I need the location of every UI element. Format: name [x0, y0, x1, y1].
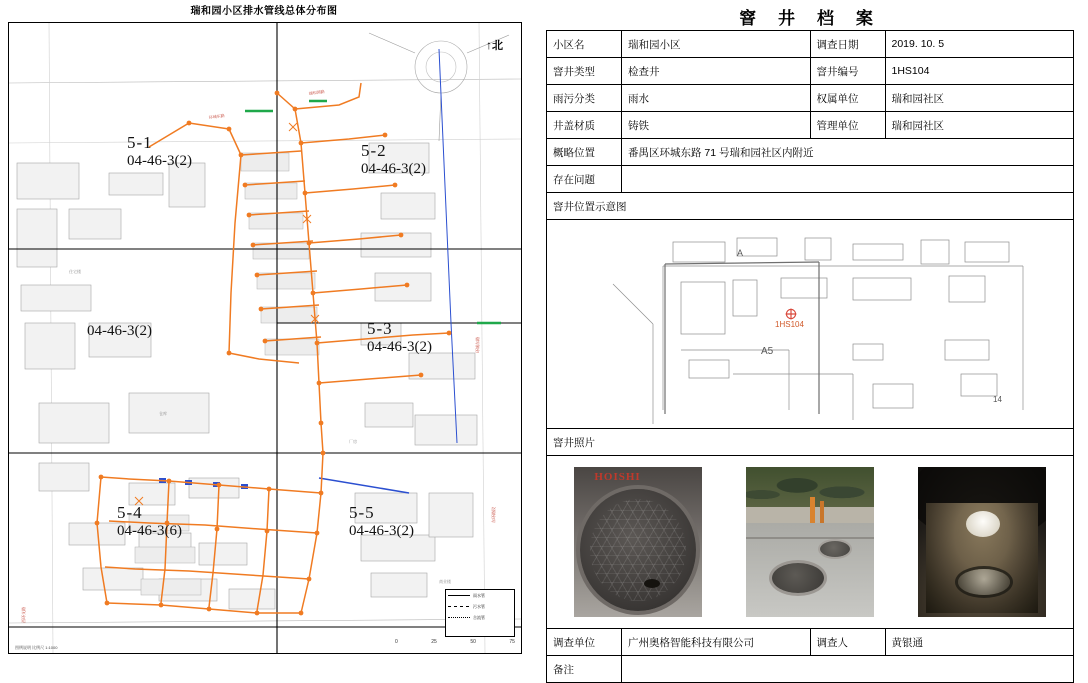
table-row — [547, 139, 1074, 166]
grid-id: 5-2 — [361, 141, 387, 160]
grid-code: 04-46-3(2) — [349, 523, 414, 539]
table-row — [547, 220, 1074, 429]
photo-slot-3[interactable] — [896, 460, 1067, 624]
svg-text:商业楼: 商业楼 — [439, 579, 451, 584]
grid-code: 04-46-3(2) — [87, 323, 152, 339]
sketch-cell[interactable] — [547, 220, 1074, 429]
svg-text:环城东路: 环城东路 — [208, 112, 225, 120]
field-value-well-type[interactable]: 检查井 — [622, 58, 811, 85]
field-label-remark: 备注 — [547, 656, 622, 683]
map-title: 瑞和园小区排水管线总体分布图 — [190, 6, 338, 17]
field-value-remark[interactable] — [622, 656, 1074, 683]
photo-street-view — [746, 467, 874, 617]
map-panel — [0, 0, 528, 664]
table-row — [547, 31, 1074, 58]
legend-row — [446, 601, 514, 612]
legend-symbol-dashed — [448, 606, 470, 607]
field-value-drain-class[interactable]: 雨水 — [622, 85, 811, 112]
svg-text:住宅楼: 住宅楼 — [69, 269, 81, 274]
field-value-community[interactable]: 瑞和园小区 — [622, 31, 811, 58]
field-value-owner-unit[interactable]: 瑞和园社区 — [885, 85, 1074, 112]
vignette — [918, 467, 1046, 617]
grid-code: 04-46-3(6) — [117, 523, 182, 539]
map-frame[interactable] — [8, 22, 522, 654]
north-label: 北 — [492, 40, 503, 52]
legend-label: 合流管 — [473, 614, 485, 620]
grid-label-left-middle — [87, 323, 152, 340]
svg-text:西环支路: 西环支路 — [21, 607, 26, 623]
table-row — [547, 656, 1074, 683]
grid-code: 04-46-3(2) — [361, 161, 426, 177]
svg-text:瑞和园路: 瑞和园路 — [308, 88, 325, 96]
photo-slot-1[interactable] — [553, 460, 725, 624]
legend-label: 雨水管 — [473, 592, 485, 598]
photo-brand-text: HOISHI — [594, 471, 641, 483]
field-label-well-type: 窨井类型 — [547, 58, 622, 85]
field-label-problem: 存在问题 — [547, 166, 622, 193]
photo-manhole-cover — [574, 467, 702, 617]
well-marker-label: 1HS104 — [775, 320, 804, 329]
grid-code: 04-46-3(2) — [367, 339, 432, 355]
scale-tick: 75 — [509, 639, 515, 645]
field-label-community: 小区名 — [547, 31, 622, 58]
field-value-cover-material[interactable]: 铸铁 — [622, 112, 811, 139]
scale-tick: 50 — [470, 639, 476, 645]
field-label-survey-date: 调查日期 — [810, 31, 885, 58]
table-row — [547, 456, 1074, 629]
field-label-survey-unit: 调查单位 — [547, 629, 622, 656]
photo-well-interior — [918, 467, 1046, 617]
grid-label-5-3 — [367, 319, 432, 356]
cover-pattern — [590, 499, 686, 601]
record-table — [546, 30, 1074, 683]
grid-label-5-2 — [361, 141, 426, 178]
sketch-building-label-a5: A5 — [761, 346, 774, 357]
photo-strip — [553, 460, 1067, 624]
field-value-location[interactable]: 番禺区环城东路 71 号瑞和园社区内附近 — [622, 139, 1074, 166]
field-label-cover-material: 井盖材质 — [547, 112, 622, 139]
sketch-building-label-a: A — [737, 248, 744, 258]
table-row — [547, 166, 1074, 193]
field-label-surveyor: 调查人 — [810, 629, 885, 656]
sketch-canvas[interactable] — [553, 224, 1067, 424]
table-row — [547, 58, 1074, 85]
table-row — [547, 193, 1074, 220]
map-canvas[interactable] — [9, 23, 521, 653]
well-location-marker-icon — [785, 308, 796, 319]
grid-code: 04-46-3(2) — [127, 153, 192, 169]
field-value-problem[interactable] — [622, 166, 1074, 193]
north-arrow-icon — [486, 37, 503, 53]
scale-tick: 25 — [431, 639, 437, 645]
photos-cell — [547, 456, 1074, 629]
table-row — [547, 112, 1074, 139]
field-value-well-id[interactable]: 1HS104 — [885, 58, 1074, 85]
grid-label-5-4 — [117, 503, 182, 540]
grid-label-5-5 — [349, 503, 414, 540]
field-value-survey-date[interactable]: 2019. 10. 5 — [885, 31, 1074, 58]
grid-id: 5-3 — [367, 319, 393, 338]
svg-text:厂房: 厂房 — [349, 439, 357, 444]
grid-label-5-1 — [127, 133, 192, 170]
grid-id: 5-1 — [127, 133, 153, 152]
legend-symbol-dotted — [448, 617, 470, 619]
svg-text:东环路段: 东环路段 — [491, 507, 496, 523]
table-row — [547, 85, 1074, 112]
sketch-building-label-14: 14 — [993, 395, 1002, 404]
grid-id: 5-5 — [349, 503, 375, 522]
map-drawing — [9, 23, 521, 653]
record-panel — [536, 0, 1084, 676]
photo-slot-2[interactable] — [725, 460, 897, 624]
field-label-drain-class: 雨污分类 — [547, 85, 622, 112]
table-row — [547, 429, 1074, 456]
section-label-photos: 窨井照片 — [547, 429, 1074, 456]
sketch-drawing — [553, 224, 1067, 424]
field-label-manage-unit: 管理单位 — [810, 112, 885, 139]
north-arrow-glyph: ↑ — [486, 38, 492, 52]
field-label-owner-unit: 权属单位 — [810, 85, 885, 112]
field-value-survey-unit[interactable]: 广州奥格智能科技有限公司 — [622, 629, 811, 656]
bollard-1 — [810, 497, 815, 523]
map-legend — [445, 589, 515, 637]
legend-symbol-line — [448, 595, 470, 596]
distant-cover — [820, 541, 850, 557]
scale-tick: 0 — [395, 639, 398, 645]
field-label-location: 概略位置 — [547, 139, 622, 166]
section-label-sketch: 窨井位置示意图 — [547, 193, 1074, 220]
kerb-line — [746, 537, 874, 539]
map-corner-note: 图例说明 比例尺 1:1000 — [15, 645, 58, 651]
svg-text:环城东路: 环城东路 — [475, 337, 480, 353]
grid-id: 5-4 — [117, 503, 143, 522]
legend-row — [446, 590, 514, 601]
bollard-2 — [820, 501, 824, 523]
legend-row — [446, 612, 514, 623]
document-title: 窨 井 档 案 — [739, 9, 881, 29]
field-value-manage-unit[interactable]: 瑞和园社区 — [885, 112, 1074, 139]
table-row — [547, 629, 1074, 656]
map-scalebar — [395, 639, 515, 651]
near-cover — [772, 563, 824, 593]
field-label-well-id: 窨井编号 — [810, 58, 885, 85]
svg-text:仓库: 仓库 — [159, 411, 167, 416]
legend-label: 污水管 — [473, 603, 485, 609]
field-value-surveyor[interactable]: 黄银通 — [885, 629, 1074, 656]
